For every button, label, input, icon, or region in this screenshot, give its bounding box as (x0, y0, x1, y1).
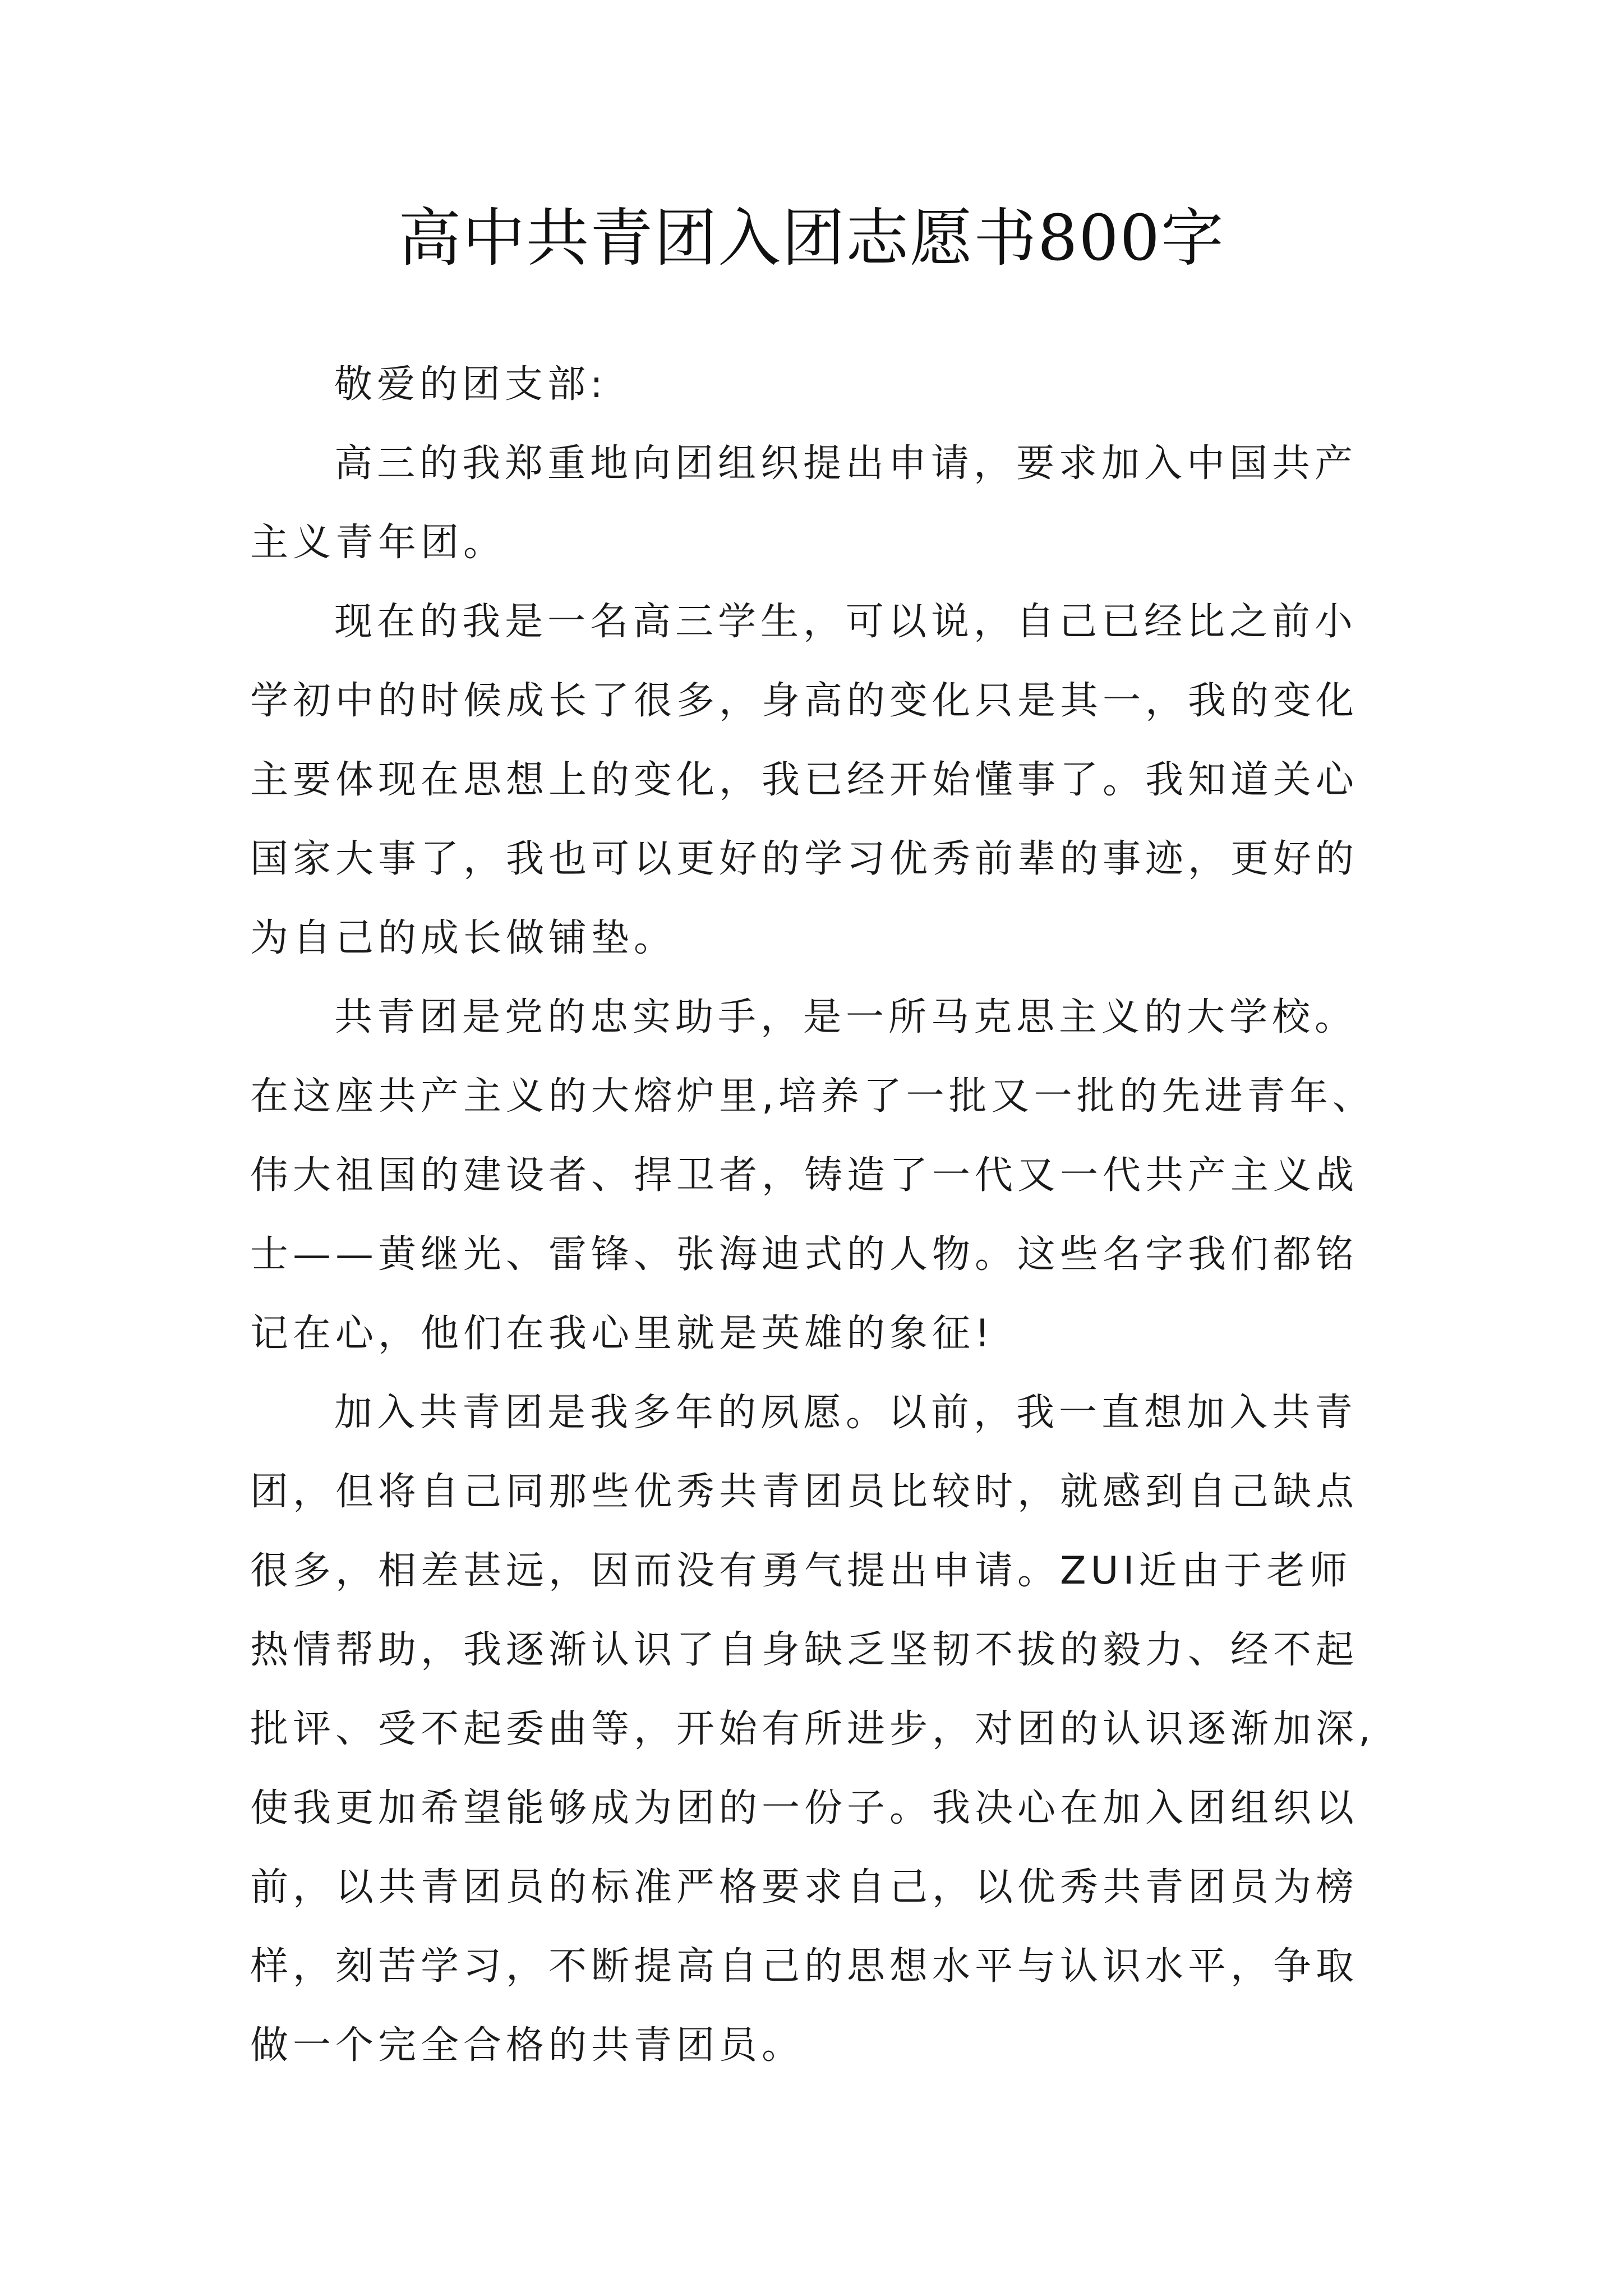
text-line: 很多，相差甚远，因而没有勇气提出申请。ZUI近由于老师 (250, 1549, 1352, 1593)
text-line: 热情帮助，我逐渐认识了自身缺乏坚韧不拔的毅力、经不起 (250, 1628, 1359, 1672)
text-line: 伟大祖国的建设者、捍卫者，铸造了一代又一代共产主义战 (250, 1153, 1359, 1198)
text-line: 国家大事了，我也可以更好的学习优秀前辈的事迹，更好的 (250, 837, 1359, 881)
text-line: 样，刻苦学习，不断提高自己的思想水平与认识水平，争取 (250, 1944, 1359, 1989)
text-line: 在这座共产主义的大熔炉里,培养了一批又一批的先进青年、 (250, 1074, 1375, 1119)
paragraph-1 (250, 424, 1411, 582)
document-body (250, 345, 1411, 2085)
text-line: 主要体现在思想上的变化，我已经开始懂事了。我知道关心 (250, 758, 1359, 802)
text-line: 学初中的时候成长了很多，身高的变化只是其一，我的变化 (250, 679, 1359, 723)
text-line: 士——黄继光、雷锋、张海迪式的人物。这些名字我们都铭 (250, 1232, 1359, 1277)
text-line: 现在的我是一名高三学生，可以说，自己已经比之前小 (334, 600, 1358, 644)
text-line: 前，以共青团员的标准严格要求自己，以优秀共青团员为榜 (250, 1865, 1359, 1910)
text-line: 做一个完全合格的共青团员。 (250, 2023, 805, 2068)
text-line: 加入共青团是我多年的夙愿。以前，我一直想加入共青 (334, 1391, 1358, 1435)
text-line: 使我更加希望能够成为团的一份子。我决心在加入团组织以 (250, 1786, 1359, 1830)
paragraph-2 (250, 582, 1411, 978)
text-line: 主义青年团。 (250, 521, 506, 565)
text-line: 团，但将自己同那些优秀共青团员比较时，就感到自己缺点 (250, 1470, 1359, 1514)
text-line: 记在心，他们在我心里就是英雄的象征! (250, 1312, 995, 1356)
paragraph-3 (250, 978, 1411, 1373)
document-title: 高中共青团入团志愿书800字 (398, 202, 1225, 275)
text-line: 为自己的成长做铺垫。 (250, 916, 677, 960)
salutation: 敬爱的团支部: (334, 362, 607, 407)
paragraph-4 (250, 1373, 1411, 2085)
text-line: 高三的我郑重地向团组织提出申请，要求加入中国共产 (334, 441, 1358, 486)
text-line: 共青团是党的忠实助手，是一所马克思主义的大学校。 (334, 995, 1358, 1039)
text-line: 批评、受不起委曲等，开始有所进步，对团的认识逐渐加深, (250, 1707, 1375, 1751)
